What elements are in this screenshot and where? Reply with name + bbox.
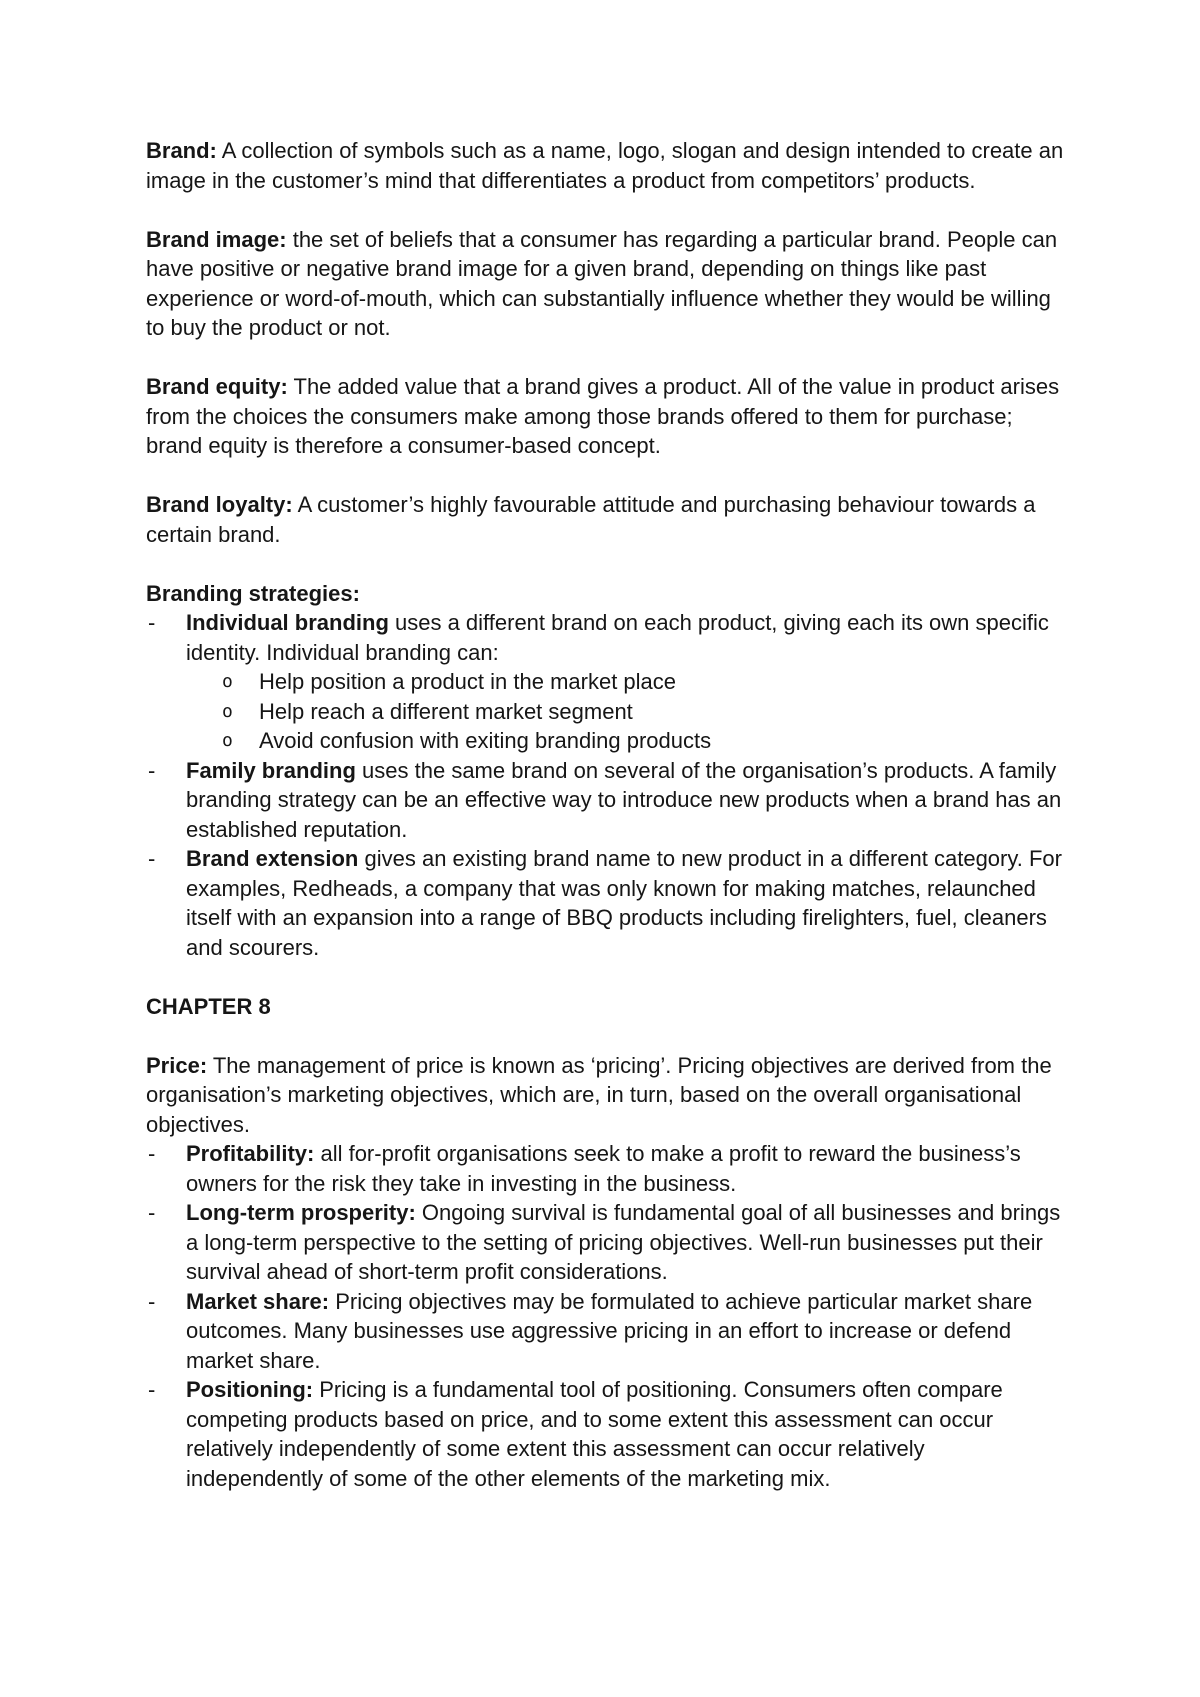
branding-strategies-list bbox=[146, 608, 1066, 962]
list-item-text: Pricing objectives may be formulated to achieve particular market share outcomes. Many businesses use aggressive pricing in an effort to increase or defend market share. bbox=[186, 1288, 1033, 1373]
list-item-text: gives an existing brand name to new product in a different category. For examples, Redheads, a company that was only known for making matches, relaunched itself with an expansion into a range of BBQ products including firelighters, fuel, cleaners and scourers. bbox=[186, 846, 1062, 960]
list-item-profitability bbox=[146, 1139, 1066, 1198]
definition-brand bbox=[146, 136, 1066, 195]
definition-term: Brand: bbox=[146, 138, 217, 163]
list-item-text: Ongoing survival is fundamental goal of all businesses and brings a long-term perspective to the setting of pricing objectives. Well-run businesses put their survival ahead of short-term profit considerations. bbox=[186, 1200, 1061, 1284]
list-item-term: Brand extension bbox=[186, 846, 359, 871]
list-item-term: Long-term prosperity: bbox=[186, 1200, 416, 1225]
list-item-term: Profitability: bbox=[186, 1141, 315, 1166]
definition-term: Brand image: bbox=[146, 226, 287, 252]
definition-brand-image bbox=[146, 225, 1066, 343]
sub-list-item: o Help position a product in the market place bbox=[186, 667, 1066, 697]
list-item-term: Market share: bbox=[186, 1288, 330, 1314]
document-page bbox=[146, 136, 1066, 1523]
definition-text: The added value that a brand gives a product. All of the value in product arises from the choices the consumers make among those brands offered to them for purchase; brand equity is therefore a consumer-based concept. bbox=[146, 374, 1060, 458]
list-item-positioning bbox=[146, 1375, 1066, 1493]
definition-term: Price: bbox=[146, 1052, 208, 1078]
branding-strategies-heading: Branding strategies: bbox=[146, 580, 360, 606]
definition-text: A collection of symbols such as a name, logo, slogan and design intended to create an image in the customer’s mind that differentiates a product from competitors’ products. bbox=[146, 138, 1064, 193]
list-item-brand-extension bbox=[146, 844, 1066, 962]
definition-brand-equity bbox=[146, 372, 1066, 461]
definition-brand-loyalty bbox=[146, 490, 1066, 549]
list-item-term: Family branding bbox=[186, 757, 356, 783]
definition-text: The management of price is known as ‘pricing’. Pricing objectives are derived from the organisation’s marketing objectives, which are, in turn, based on the overall organisational objectives. bbox=[146, 1052, 1052, 1137]
individual-branding-sublist bbox=[186, 667, 1066, 756]
definition-text: the set of beliefs that a consumer has regarding a particular brand. People can have positive or negative brand image for a given brand, depending on things like past experience or word-of-mouth, which can substantially influence whether they would be willing to buy the product or not. bbox=[146, 226, 1058, 340]
list-item-individual-branding bbox=[146, 608, 1066, 756]
list-item-market-share bbox=[146, 1287, 1066, 1376]
definition-price bbox=[146, 1051, 1066, 1140]
pricing-objectives-list bbox=[146, 1139, 1066, 1493]
list-item-text: uses a different brand on each product, giving each its own specific identity. Individual branding can: bbox=[186, 610, 1049, 665]
list-item-term: Positioning: bbox=[186, 1377, 314, 1402]
list-item-text: all for-profit organisations seek to make a profit to reward the business’s owners for the risk they take in investing in the business. bbox=[186, 1141, 1021, 1196]
definition-term: Brand equity: bbox=[146, 374, 288, 399]
list-item-long-term-prosperity bbox=[146, 1198, 1066, 1287]
chapter-heading: CHAPTER 8 bbox=[146, 993, 271, 1019]
list-item-family-branding bbox=[146, 756, 1066, 845]
sub-list-item: o Help reach a different market segment bbox=[186, 697, 1066, 727]
definition-text: A customer’s highly favourable attitude and purchasing behaviour towards a certain brand. bbox=[146, 492, 1036, 547]
definition-term: Brand loyalty: bbox=[146, 492, 293, 517]
list-item-text: uses the same brand on several of the organisation’s products. A family branding strategy can be an effective way to introduce new products when a brand has an established reputation. bbox=[186, 757, 1062, 842]
sub-list-item: o Avoid confusion with exiting branding products bbox=[186, 726, 1066, 756]
list-item-term: Individual branding bbox=[186, 610, 389, 635]
list-item-text: Pricing is a fundamental tool of positioning. Consumers often compare competing products based on price, and to some extent this assessment can occur relatively independently of some extent this assessment can occur relatively independently of some of the other elements of the marketing mix. bbox=[186, 1377, 1003, 1491]
